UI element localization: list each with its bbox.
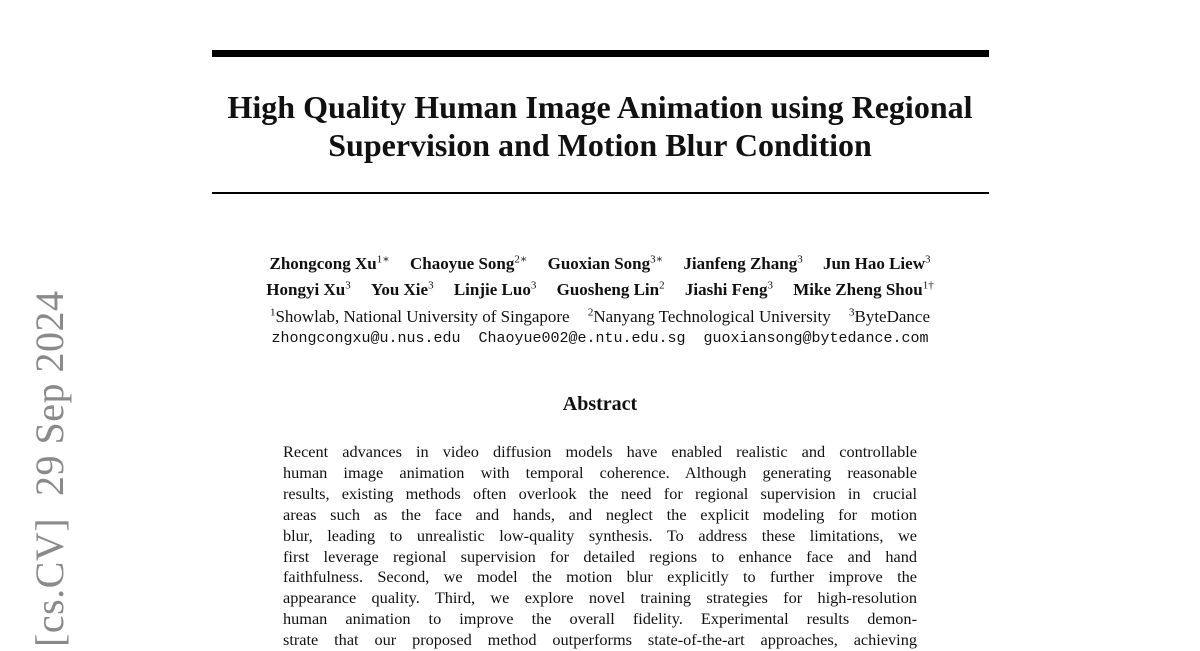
- affiliation: $^2$Nanyang Technological University: [587, 306, 831, 326]
- email-address: guoxiansong@bytedance.com: [703, 329, 929, 347]
- author-row-2: [150, 275, 1050, 302]
- arxiv-category: [cs.CV]: [27, 517, 72, 647]
- author: Linjie Luo$^3$: [453, 279, 537, 300]
- author: Chaoyue Song$^{2∗}$: [409, 253, 528, 273]
- title-line: High Quality Human Image Animation using Regional: [227, 89, 973, 125]
- email-address: Chaoyue002@e.ntu.edu.sg: [478, 329, 686, 347]
- abstract-line: results, existing methods often overlook the need for regional supervision in crucial: [283, 483, 917, 503]
- author: You Xie$^3$: [370, 279, 434, 300]
- abstract-line: appearance quality. Third, we explore novel training strategies for high-resolution: [283, 588, 917, 608]
- title-bottom-rule: [212, 192, 989, 194]
- author-row-1: [150, 248, 1050, 275]
- abstract-heading: Abstract: [562, 393, 638, 415]
- abstract-line: Recent advances in video diffusion models have enabled realistic and controllable: [283, 442, 917, 461]
- title-line: Supervision and Motion Blur Condition: [328, 127, 872, 163]
- author-block: [150, 248, 1050, 350]
- author: Guosheng Lin$^2$: [556, 279, 665, 300]
- author: Mike Zheng Shou$^{1\dagger}$: [793, 279, 934, 300]
- arxiv-margin-stamp: [26, 290, 73, 647]
- author: Jiashi Feng$^3$: [684, 279, 774, 300]
- affiliation: $^3$ByteDance: [849, 306, 931, 326]
- abstract-body: [283, 442, 917, 651]
- paper-title: [200, 88, 1000, 164]
- author: Guoxian Song$^{3∗}$: [547, 253, 664, 273]
- abstract-line: areas such as the face and hands, and neglect the explicit modeling for motion: [283, 504, 917, 524]
- author-emails: [150, 328, 1050, 350]
- abstract-line: strate that our proposed method outperforms state-of-the-art approaches, achieving: [283, 630, 917, 650]
- abstract-line: human animation to improve the overall fidelity. Experimental results demon-: [283, 609, 917, 629]
- abstract-line: blur, leading to unrealistic low-quality synthesis. To address these limitations, we: [283, 525, 917, 545]
- author: Jun Hao Liew$^3$: [822, 253, 931, 273]
- arxiv-date: 29 Sep 2024: [27, 290, 72, 496]
- author: Zhongcong $Xu^{1∗}$: [269, 253, 390, 273]
- abstract-line: faithfulness. Second, we model the motion blur explicitly to further improve the: [283, 567, 917, 587]
- affiliations: [150, 301, 1050, 328]
- title-top-rule: [212, 50, 989, 57]
- abstract-line: first leverage regional supervision for detailed regions to enhance face and hand: [283, 546, 917, 566]
- author: Jianfeng Zhang$^3$: [683, 253, 803, 273]
- affiliation: $^1$Showlab, National University of Singapore: [269, 306, 570, 326]
- author: Hongyi Xu$^3$: [266, 279, 351, 300]
- abstract-line: human image animation with temporal coherence. Although generating reasonable: [283, 462, 917, 482]
- email-address: zhongcongxu@u.nus.edu: [271, 329, 461, 347]
